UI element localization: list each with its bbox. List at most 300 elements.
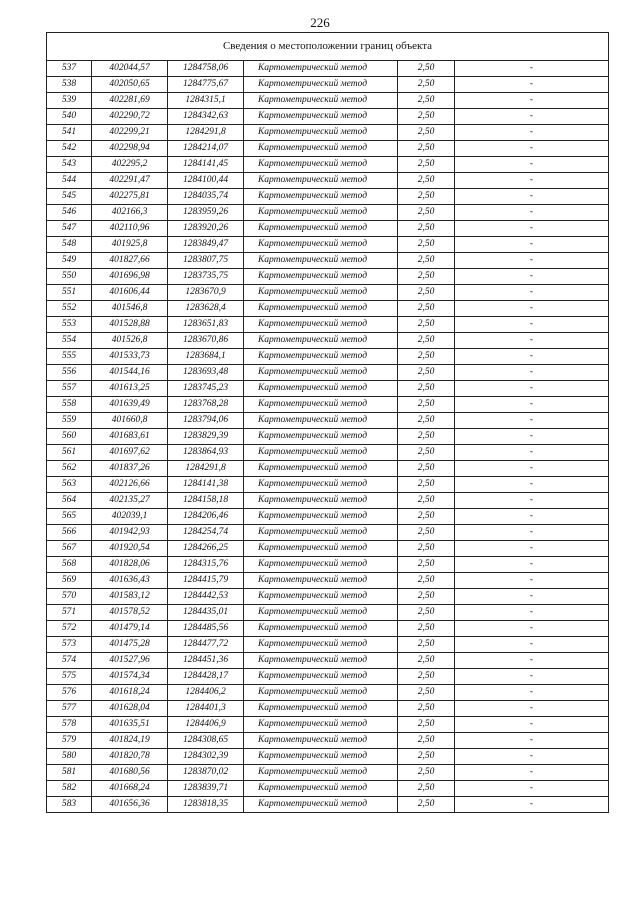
accuracy-cell: 2,50: [398, 317, 455, 333]
method-cell: Картометрический метод: [244, 189, 398, 205]
point-number-cell: 549: [47, 253, 92, 269]
point-number-cell: 568: [47, 557, 92, 573]
accuracy-cell: 2,50: [398, 445, 455, 461]
point-number-cell: 561: [47, 445, 92, 461]
y-coordinate-cell: 1284758,06: [168, 61, 244, 77]
table-row: [47, 717, 609, 733]
method-cell: Картометрический метод: [244, 541, 398, 557]
y-coordinate-cell: 1283670,9: [168, 285, 244, 301]
point-number-cell: 541: [47, 125, 92, 141]
y-coordinate-cell: 1284406,9: [168, 717, 244, 733]
x-coordinate-cell: 401546,8: [92, 301, 168, 317]
x-coordinate-cell: 401479,14: [92, 621, 168, 637]
y-coordinate-cell: 1284141,45: [168, 157, 244, 173]
point-number-cell: 555: [47, 349, 92, 365]
x-coordinate-cell: 402135,27: [92, 493, 168, 509]
description-cell: -: [455, 653, 609, 669]
description-cell: -: [455, 173, 609, 189]
method-cell: Картометрический метод: [244, 733, 398, 749]
table-row: [47, 269, 609, 285]
y-coordinate-cell: 1284254,74: [168, 525, 244, 541]
method-cell: Картометрический метод: [244, 573, 398, 589]
method-cell: Картометрический метод: [244, 93, 398, 109]
x-coordinate-cell: 401613,25: [92, 381, 168, 397]
x-coordinate-cell: 401574,34: [92, 669, 168, 685]
description-cell: -: [455, 461, 609, 477]
table-row: [47, 173, 609, 189]
table-row: [47, 349, 609, 365]
x-coordinate-cell: 401528,88: [92, 317, 168, 333]
method-cell: Картометрический метод: [244, 429, 398, 445]
x-coordinate-cell: 401636,43: [92, 573, 168, 589]
accuracy-cell: 2,50: [398, 109, 455, 125]
y-coordinate-cell: 1284214,07: [168, 141, 244, 157]
x-coordinate-cell: 402110,96: [92, 221, 168, 237]
method-cell: Картометрический метод: [244, 461, 398, 477]
method-cell: Картометрический метод: [244, 493, 398, 509]
point-number-cell: 576: [47, 685, 92, 701]
point-number-cell: 572: [47, 621, 92, 637]
y-coordinate-cell: 1283794,06: [168, 413, 244, 429]
y-coordinate-cell: 1284415,79: [168, 573, 244, 589]
table-row: [47, 397, 609, 413]
description-cell: -: [455, 221, 609, 237]
table-row: [47, 285, 609, 301]
description-cell: -: [455, 429, 609, 445]
point-number-cell: 581: [47, 765, 92, 781]
accuracy-cell: 2,50: [398, 205, 455, 221]
y-coordinate-cell: 1283745,23: [168, 381, 244, 397]
accuracy-cell: 2,50: [398, 141, 455, 157]
x-coordinate-cell: 401618,24: [92, 685, 168, 701]
accuracy-cell: 2,50: [398, 557, 455, 573]
method-cell: Картометрический метод: [244, 669, 398, 685]
point-number-cell: 544: [47, 173, 92, 189]
description-cell: -: [455, 109, 609, 125]
accuracy-cell: 2,50: [398, 349, 455, 365]
description-cell: -: [455, 701, 609, 717]
table-row: [47, 445, 609, 461]
table-row: [47, 413, 609, 429]
table-row: [47, 317, 609, 333]
method-cell: Картометрический метод: [244, 125, 398, 141]
accuracy-cell: 2,50: [398, 573, 455, 589]
table-row: [47, 765, 609, 781]
description-cell: -: [455, 669, 609, 685]
y-coordinate-cell: 1284485,56: [168, 621, 244, 637]
point-number-cell: 550: [47, 269, 92, 285]
y-coordinate-cell: 1283651,83: [168, 317, 244, 333]
y-coordinate-cell: 1283807,75: [168, 253, 244, 269]
accuracy-cell: 2,50: [398, 749, 455, 765]
accuracy-cell: 2,50: [398, 461, 455, 477]
method-cell: Картометрический метод: [244, 701, 398, 717]
description-cell: -: [455, 541, 609, 557]
y-coordinate-cell: 1284291,8: [168, 125, 244, 141]
description-cell: -: [455, 621, 609, 637]
table-row: [47, 701, 609, 717]
point-number-cell: 558: [47, 397, 92, 413]
description-cell: -: [455, 717, 609, 733]
description-cell: -: [455, 237, 609, 253]
method-cell: Картометрический метод: [244, 109, 398, 125]
x-coordinate-cell: 401668,24: [92, 781, 168, 797]
method-cell: Картометрический метод: [244, 781, 398, 797]
y-coordinate-cell: 1283864,93: [168, 445, 244, 461]
x-coordinate-cell: 401828,06: [92, 557, 168, 573]
accuracy-cell: 2,50: [398, 237, 455, 253]
y-coordinate-cell: 1283870,02: [168, 765, 244, 781]
accuracy-cell: 2,50: [398, 285, 455, 301]
x-coordinate-cell: 402291,47: [92, 173, 168, 189]
table-row: [47, 125, 609, 141]
x-coordinate-cell: 401639,49: [92, 397, 168, 413]
accuracy-cell: 2,50: [398, 173, 455, 189]
method-cell: Картометрический метод: [244, 285, 398, 301]
y-coordinate-cell: 1284435,01: [168, 605, 244, 621]
table-row: [47, 365, 609, 381]
description-cell: -: [455, 797, 609, 813]
y-coordinate-cell: 1283829,39: [168, 429, 244, 445]
table-row: [47, 205, 609, 221]
accuracy-cell: 2,50: [398, 189, 455, 205]
method-cell: Картометрический метод: [244, 653, 398, 669]
description-cell: -: [455, 317, 609, 333]
point-number-cell: 551: [47, 285, 92, 301]
point-number-cell: 540: [47, 109, 92, 125]
point-number-cell: 559: [47, 413, 92, 429]
point-number-cell: 579: [47, 733, 92, 749]
point-number-cell: 564: [47, 493, 92, 509]
x-coordinate-cell: 402039,1: [92, 509, 168, 525]
table-row: [47, 733, 609, 749]
method-cell: Картометрический метод: [244, 445, 398, 461]
point-number-cell: 548: [47, 237, 92, 253]
y-coordinate-cell: 1283818,35: [168, 797, 244, 813]
method-cell: Картометрический метод: [244, 605, 398, 621]
table-row: [47, 429, 609, 445]
table-row: [47, 301, 609, 317]
method-cell: Картометрический метод: [244, 157, 398, 173]
description-cell: -: [455, 573, 609, 589]
y-coordinate-cell: 1284428,17: [168, 669, 244, 685]
table-row: [47, 797, 609, 813]
x-coordinate-cell: 401578,52: [92, 605, 168, 621]
table-row: [47, 221, 609, 237]
accuracy-cell: 2,50: [398, 365, 455, 381]
accuracy-cell: 2,50: [398, 589, 455, 605]
accuracy-cell: 2,50: [398, 269, 455, 285]
point-number-cell: 538: [47, 77, 92, 93]
description-cell: -: [455, 685, 609, 701]
accuracy-cell: 2,50: [398, 781, 455, 797]
x-coordinate-cell: 402299,21: [92, 125, 168, 141]
accuracy-cell: 2,50: [398, 253, 455, 269]
table-row: [47, 541, 609, 557]
point-number-cell: 567: [47, 541, 92, 557]
accuracy-cell: 2,50: [398, 477, 455, 493]
x-coordinate-cell: 401583,12: [92, 589, 168, 605]
method-cell: Картометрический метод: [244, 685, 398, 701]
y-coordinate-cell: 1284775,67: [168, 77, 244, 93]
table-row: [47, 253, 609, 269]
x-coordinate-cell: 401827,66: [92, 253, 168, 269]
table-row: [47, 461, 609, 477]
description-cell: -: [455, 61, 609, 77]
method-cell: Картометрический метод: [244, 765, 398, 781]
table-row: [47, 525, 609, 541]
y-coordinate-cell: 1283684,1: [168, 349, 244, 365]
point-number-cell: 539: [47, 93, 92, 109]
table-row: [47, 605, 609, 621]
boundary-table: [46, 32, 609, 813]
method-cell: Картометрический метод: [244, 637, 398, 653]
point-number-cell: 577: [47, 701, 92, 717]
table-row: [47, 669, 609, 685]
point-number-cell: 573: [47, 637, 92, 653]
x-coordinate-cell: 401920,54: [92, 541, 168, 557]
accuracy-cell: 2,50: [398, 509, 455, 525]
description-cell: -: [455, 413, 609, 429]
point-number-cell: 565: [47, 509, 92, 525]
x-coordinate-cell: 401925,8: [92, 237, 168, 253]
x-coordinate-cell: 402290,72: [92, 109, 168, 125]
y-coordinate-cell: 1284406,2: [168, 685, 244, 701]
accuracy-cell: 2,50: [398, 637, 455, 653]
point-number-cell: 570: [47, 589, 92, 605]
method-cell: Картометрический метод: [244, 797, 398, 813]
method-cell: Картометрический метод: [244, 365, 398, 381]
method-cell: Картометрический метод: [244, 141, 398, 157]
method-cell: Картометрический метод: [244, 317, 398, 333]
accuracy-cell: 2,50: [398, 621, 455, 637]
accuracy-cell: 2,50: [398, 605, 455, 621]
x-coordinate-cell: 401680,56: [92, 765, 168, 781]
table-row: [47, 157, 609, 173]
y-coordinate-cell: 1283693,48: [168, 365, 244, 381]
accuracy-cell: 2,50: [398, 429, 455, 445]
y-coordinate-cell: 1284302,39: [168, 749, 244, 765]
method-cell: Картометрический метод: [244, 749, 398, 765]
point-number-cell: 571: [47, 605, 92, 621]
method-cell: Картометрический метод: [244, 61, 398, 77]
accuracy-cell: 2,50: [398, 77, 455, 93]
x-coordinate-cell: 401526,8: [92, 333, 168, 349]
y-coordinate-cell: 1283735,75: [168, 269, 244, 285]
x-coordinate-cell: 401942,93: [92, 525, 168, 541]
table-row: [47, 189, 609, 205]
description-cell: -: [455, 637, 609, 653]
accuracy-cell: 2,50: [398, 413, 455, 429]
description-cell: -: [455, 397, 609, 413]
point-number-cell: 542: [47, 141, 92, 157]
accuracy-cell: 2,50: [398, 397, 455, 413]
accuracy-cell: 2,50: [398, 765, 455, 781]
point-number-cell: 552: [47, 301, 92, 317]
method-cell: Картометрический метод: [244, 413, 398, 429]
accuracy-cell: 2,50: [398, 493, 455, 509]
table-row: [47, 237, 609, 253]
description-cell: -: [455, 445, 609, 461]
accuracy-cell: 2,50: [398, 733, 455, 749]
y-coordinate-cell: 1283628,4: [168, 301, 244, 317]
x-coordinate-cell: 402281,69: [92, 93, 168, 109]
point-number-cell: 578: [47, 717, 92, 733]
accuracy-cell: 2,50: [398, 93, 455, 109]
description-cell: -: [455, 781, 609, 797]
x-coordinate-cell: 401837,26: [92, 461, 168, 477]
point-number-cell: 582: [47, 781, 92, 797]
x-coordinate-cell: 401656,36: [92, 797, 168, 813]
x-coordinate-cell: 402298,94: [92, 141, 168, 157]
y-coordinate-cell: 1284291,8: [168, 461, 244, 477]
accuracy-cell: 2,50: [398, 653, 455, 669]
method-cell: Картометрический метод: [244, 477, 398, 493]
table-title-row: [47, 33, 609, 61]
description-cell: -: [455, 157, 609, 173]
description-cell: -: [455, 525, 609, 541]
point-number-cell: 553: [47, 317, 92, 333]
y-coordinate-cell: 1284451,36: [168, 653, 244, 669]
method-cell: Картометрический метод: [244, 621, 398, 637]
accuracy-cell: 2,50: [398, 221, 455, 237]
description-cell: -: [455, 125, 609, 141]
description-cell: -: [455, 493, 609, 509]
table-body: [47, 61, 609, 813]
description-cell: -: [455, 365, 609, 381]
method-cell: Картометрический метод: [244, 221, 398, 237]
accuracy-cell: 2,50: [398, 717, 455, 733]
accuracy-cell: 2,50: [398, 525, 455, 541]
method-cell: Картометрический метод: [244, 269, 398, 285]
description-cell: -: [455, 509, 609, 525]
point-number-cell: 543: [47, 157, 92, 173]
table-row: [47, 109, 609, 125]
table-row: [47, 781, 609, 797]
x-coordinate-cell: 401628,04: [92, 701, 168, 717]
method-cell: Картометрический метод: [244, 349, 398, 365]
x-coordinate-cell: 401683,61: [92, 429, 168, 445]
table-row: [47, 637, 609, 653]
accuracy-cell: 2,50: [398, 381, 455, 397]
point-number-cell: 569: [47, 573, 92, 589]
description-cell: -: [455, 349, 609, 365]
description-cell: -: [455, 733, 609, 749]
point-number-cell: 556: [47, 365, 92, 381]
point-number-cell: 563: [47, 477, 92, 493]
method-cell: Картометрический метод: [244, 77, 398, 93]
table-row: [47, 477, 609, 493]
table-row: [47, 749, 609, 765]
point-number-cell: 545: [47, 189, 92, 205]
point-number-cell: 560: [47, 429, 92, 445]
y-coordinate-cell: 1284315,76: [168, 557, 244, 573]
method-cell: Картометрический метод: [244, 205, 398, 221]
description-cell: -: [455, 605, 609, 621]
point-number-cell: 557: [47, 381, 92, 397]
y-coordinate-cell: 1283768,28: [168, 397, 244, 413]
point-number-cell: 537: [47, 61, 92, 77]
accuracy-cell: 2,50: [398, 61, 455, 77]
table-row: [47, 685, 609, 701]
y-coordinate-cell: 1284401,3: [168, 701, 244, 717]
description-cell: -: [455, 141, 609, 157]
x-coordinate-cell: 401527,96: [92, 653, 168, 669]
table-row: [47, 557, 609, 573]
x-coordinate-cell: 401606,44: [92, 285, 168, 301]
x-coordinate-cell: 402044,57: [92, 61, 168, 77]
accuracy-cell: 2,50: [398, 541, 455, 557]
x-coordinate-cell: 401635,51: [92, 717, 168, 733]
point-number-cell: 583: [47, 797, 92, 813]
point-number-cell: 574: [47, 653, 92, 669]
method-cell: Картометрический метод: [244, 301, 398, 317]
description-cell: -: [455, 477, 609, 493]
table-row: [47, 61, 609, 77]
description-cell: -: [455, 205, 609, 221]
accuracy-cell: 2,50: [398, 301, 455, 317]
table-row: [47, 93, 609, 109]
description-cell: -: [455, 301, 609, 317]
point-number-cell: 566: [47, 525, 92, 541]
description-cell: -: [455, 749, 609, 765]
y-coordinate-cell: 1283959,26: [168, 205, 244, 221]
table-row: [47, 573, 609, 589]
table-title: Сведения о местоположении границ объекта: [47, 33, 609, 61]
method-cell: Картометрический метод: [244, 333, 398, 349]
x-coordinate-cell: 401475,28: [92, 637, 168, 653]
description-cell: -: [455, 285, 609, 301]
method-cell: Картометрический метод: [244, 557, 398, 573]
x-coordinate-cell: 402126,66: [92, 477, 168, 493]
accuracy-cell: 2,50: [398, 333, 455, 349]
accuracy-cell: 2,50: [398, 701, 455, 717]
point-number-cell: 546: [47, 205, 92, 221]
page-number: 226: [310, 15, 330, 30]
method-cell: Картометрический метод: [244, 237, 398, 253]
table-row: [47, 653, 609, 669]
point-number-cell: 575: [47, 669, 92, 685]
table-row: [47, 381, 609, 397]
accuracy-cell: 2,50: [398, 669, 455, 685]
method-cell: Картометрический метод: [244, 525, 398, 541]
description-cell: -: [455, 381, 609, 397]
method-cell: Картометрический метод: [244, 173, 398, 189]
description-cell: -: [455, 269, 609, 285]
y-coordinate-cell: 1283670,86: [168, 333, 244, 349]
description-cell: -: [455, 765, 609, 781]
y-coordinate-cell: 1283839,71: [168, 781, 244, 797]
table-row: [47, 493, 609, 509]
accuracy-cell: 2,50: [398, 685, 455, 701]
y-coordinate-cell: 1284158,18: [168, 493, 244, 509]
table-row: [47, 333, 609, 349]
method-cell: Картометрический метод: [244, 253, 398, 269]
description-cell: -: [455, 93, 609, 109]
y-coordinate-cell: 1284308,65: [168, 733, 244, 749]
table-row: [47, 509, 609, 525]
x-coordinate-cell: 401697,62: [92, 445, 168, 461]
y-coordinate-cell: 1283849,47: [168, 237, 244, 253]
y-coordinate-cell: 1284266,25: [168, 541, 244, 557]
x-coordinate-cell: 401824,19: [92, 733, 168, 749]
accuracy-cell: 2,50: [398, 797, 455, 813]
table-row: [47, 621, 609, 637]
description-cell: -: [455, 557, 609, 573]
x-coordinate-cell: 401696,98: [92, 269, 168, 285]
y-coordinate-cell: 1283920,26: [168, 221, 244, 237]
method-cell: Картометрический метод: [244, 381, 398, 397]
